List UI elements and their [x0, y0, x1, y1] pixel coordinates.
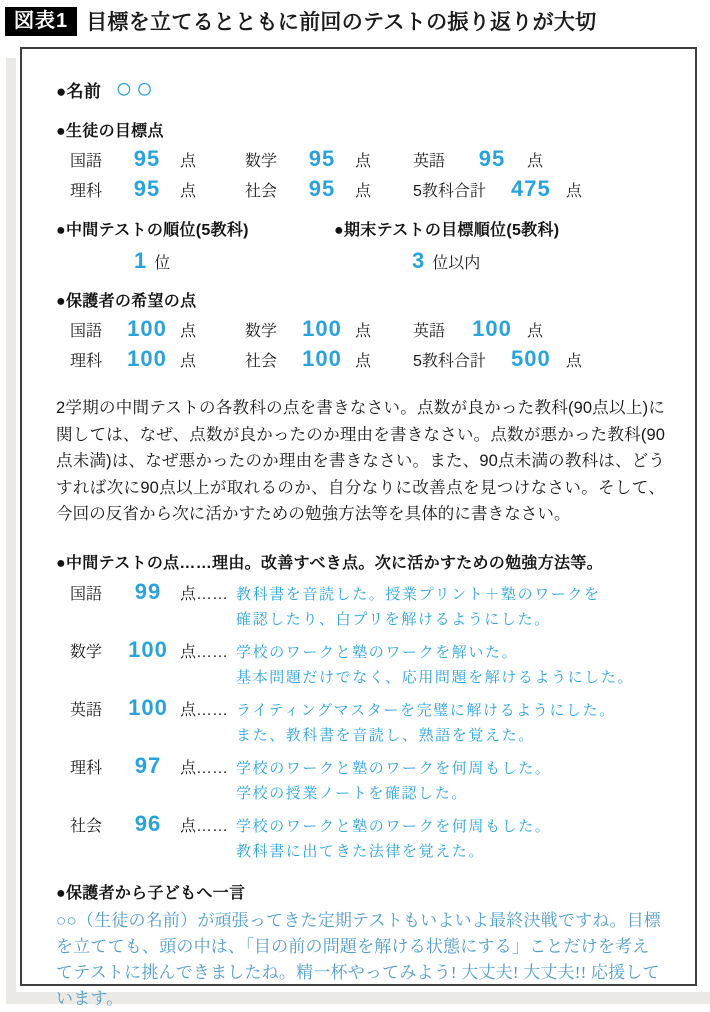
score-value: 97: [134, 752, 162, 778]
score-row: [70, 178, 665, 201]
subject-label: 数学: [245, 153, 278, 170]
score-value: 95: [308, 146, 336, 171]
subject-entry: [70, 810, 665, 864]
score-cell: [245, 148, 413, 171]
midterm-rank-block: [56, 217, 334, 273]
score-cell: [245, 318, 413, 341]
score-value: 99: [134, 578, 162, 604]
score-unit: 点: [355, 153, 372, 170]
score-unit: 点: [180, 183, 197, 200]
score-unit: 点: [565, 183, 582, 200]
score-unit-dots: 点……: [180, 585, 229, 603]
subject-label: 国語: [70, 323, 103, 340]
score-unit: 点: [527, 323, 544, 340]
subject-label: 国語: [70, 153, 103, 170]
score-value: 100: [128, 636, 168, 662]
subject-entry: [70, 636, 665, 690]
subject-entry: [70, 694, 665, 748]
score-row: [70, 348, 665, 371]
name-row: [56, 75, 665, 104]
figure-tag: 図表1: [5, 7, 77, 36]
score-cell: [70, 148, 245, 171]
score-value: 100: [127, 346, 167, 371]
subject-entry: [70, 752, 665, 806]
final-rank-block: [334, 217, 665, 273]
score-value: 500: [511, 346, 551, 371]
score-cell: [413, 148, 665, 171]
score-value: 100: [302, 316, 342, 341]
score-unit: 点: [527, 153, 544, 170]
entry-line1: [70, 636, 665, 665]
score-unit: 点: [355, 323, 372, 340]
midterm-rank-unit: 位: [154, 255, 171, 272]
score-row: [70, 148, 665, 171]
subject-label: 理科: [70, 353, 103, 370]
final-rank-value-row: [412, 250, 665, 273]
score-unit: 点: [180, 323, 197, 340]
reason-text: 基本問題だけでなく、応用問題を解けるようにした。: [236, 668, 635, 686]
score-unit-dots: 点……: [180, 817, 229, 835]
reason-text: また、教科書を音読し、熟語を覚えた。: [236, 726, 535, 744]
parent-message-body: ○○（生徒の名前）が頑張ってきた定期テストもいよいよ最終決戦ですね。目標を立てても、頭の中は、「目の前の問題を解ける状態にする」ことだけを考えてテストに挑んできましたね。精一杯やってみよう! 大丈夫! 大丈夫!! 応援しています。: [56, 910, 662, 1008]
score-cell: [245, 178, 413, 201]
reason-text: 学校のワークと塾のワークを何周もした。: [236, 759, 552, 777]
subject-label: 英語: [413, 153, 446, 170]
score-value: 96: [134, 810, 162, 836]
score-unit-dots: 点……: [180, 701, 229, 719]
subject-label: 社会: [245, 183, 278, 200]
score-cell: [70, 348, 245, 371]
score-row: [70, 318, 665, 341]
entry-line1: [70, 694, 665, 723]
score-value: 95: [133, 176, 161, 201]
parent-message-heading: ●保護者から子どもへ一言: [56, 884, 246, 902]
midterm-rank-value-row: [134, 250, 334, 273]
figure-title: 目標を立てるとともに前回のテストの振り返りが大切: [86, 11, 597, 34]
subject-label: 数学: [245, 323, 278, 340]
page-left-strip: [6, 58, 16, 1004]
subject-label: 理科: [70, 759, 103, 777]
reason-text: 学校のワークと塾のワークを何周もした。: [236, 817, 552, 835]
entry-line1: [70, 810, 665, 839]
subject-label: 国語: [70, 585, 103, 603]
reason-text: 教科書を音読した。授業プリント＋塾のワークを: [236, 585, 601, 603]
subject-label: 社会: [70, 817, 103, 835]
entry-line1: [70, 578, 665, 607]
score-unit: 点: [180, 353, 197, 370]
score-unit: 点: [355, 353, 372, 370]
reason-text: 確認したり、白プリを解けるようにした。: [236, 610, 551, 628]
midterm-rank-value: 1: [134, 248, 148, 273]
reason-text: ライティングマスターを完璧に解けるようにした。: [236, 701, 616, 719]
score-unit: 点: [565, 353, 582, 370]
parent-goals-section: [56, 288, 665, 371]
final-rank-unit: 位以内: [432, 255, 481, 272]
reason-text: 学校の授業ノートを確認した。: [236, 784, 468, 802]
figure-header: [5, 6, 596, 36]
worksheet-box: [20, 47, 697, 1008]
student-goals-section: [56, 118, 665, 201]
score-cell: [413, 178, 665, 201]
score-cell: [413, 318, 665, 341]
student-goals-heading: ●生徒の目標点: [56, 123, 164, 140]
score-unit-dots: 点……: [180, 643, 229, 661]
score-unit: 点: [180, 153, 197, 170]
midterm-entries: [56, 578, 665, 864]
score-cell: [413, 348, 665, 371]
score-value: 95: [308, 176, 336, 201]
score-cell: [70, 318, 245, 341]
subject-label: 社会: [245, 353, 278, 370]
subject-label: 5教科合計: [413, 353, 486, 370]
name-label: ●名前: [56, 82, 102, 101]
score-value: 95: [478, 146, 506, 171]
entry-line1: [70, 752, 665, 781]
parent-goals-heading: ●保護者の希望の点: [56, 293, 197, 310]
final-rank-heading: ●期末テストの目標順位(5教科): [334, 222, 560, 239]
score-value: 100: [128, 694, 168, 720]
score-value: 100: [127, 316, 167, 341]
subject-label: 理科: [70, 183, 103, 200]
subject-entry: [70, 578, 665, 632]
score-unit: 点: [355, 183, 372, 200]
score-value: 100: [472, 316, 512, 341]
reason-text: 学校のワークと塾のワークを解いた。: [236, 643, 519, 661]
score-value: 100: [302, 346, 342, 371]
rank-section: [56, 217, 665, 273]
final-rank-value: 3: [412, 248, 426, 273]
subject-label: 英語: [413, 323, 446, 340]
subject-label: 5教科合計: [413, 183, 486, 200]
midterm-rank-heading: ●中間テストの順位(5教科): [56, 222, 249, 239]
score-unit-dots: 点……: [180, 759, 229, 777]
name-value: ○○: [115, 73, 157, 105]
score-value: 95: [133, 146, 161, 171]
score-value: 475: [511, 176, 551, 201]
score-cell: [70, 178, 245, 201]
reason-text: 教科書に出てきた法律を覚えた。: [236, 842, 486, 860]
midterm-scores-heading: ●中間テストの点……理由。改善すべき点。次に活かすための勉強方法等。: [56, 554, 603, 572]
instruction-paragraph: 2学期の中間テストの各教科の点を書きなさい。点数が良かった教科(90点以上)に関しては、なぜ、点数が良かったのか理由を書きなさい。点数が悪かった教科(90点未満)は、なぜ悪かったのか理由を書きなさい。また、90点未満の教科は、どうすれば次に90点以上が取れるのか、自分なりに改善点を見つけなさい。そして、今回の反省から次に活かすための勉強方法等を具体的に書きなさい。: [56, 399, 665, 523]
subject-label: 数学: [70, 643, 103, 661]
score-cell: [245, 348, 413, 371]
subject-label: 英語: [70, 701, 103, 719]
